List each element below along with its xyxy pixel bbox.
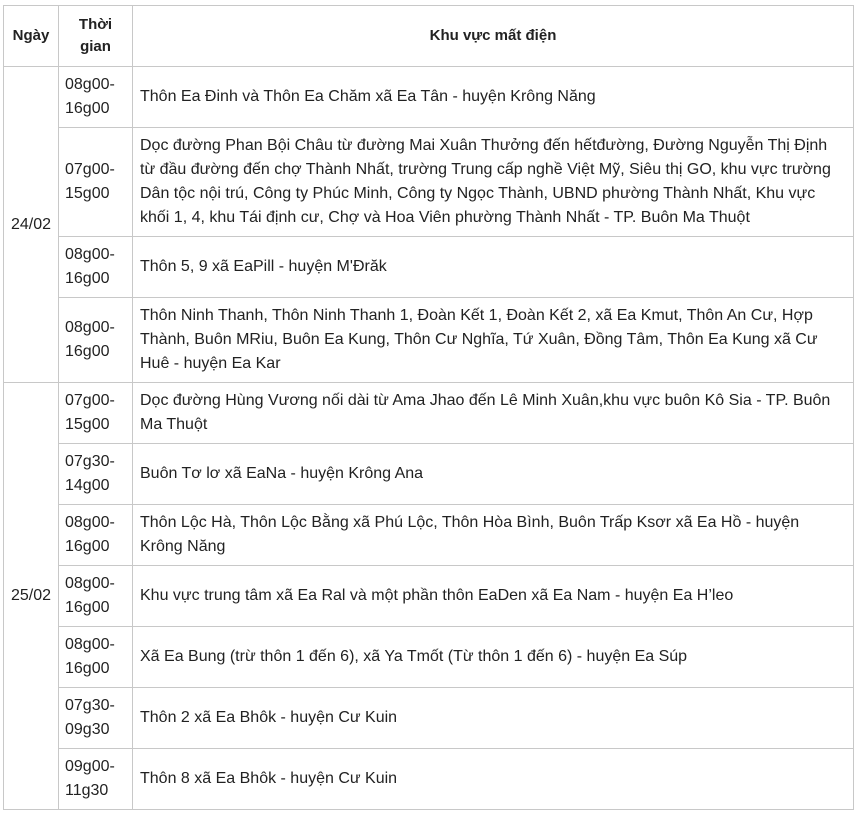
area-cell: Dọc đường Phan Bội Châu từ đường Mai Xuân Thưởng đến hếtđường, Đường Nguyễn Thị Định từ đầu đường đến chợ Thành Nhất, trường Trung cấp nghề Việt Mỹ, Siêu thị GO, khu vực trường Dân tộc nội trú, Công ty Phúc Minh, Công ty Ngọc Thành, UBND phường Thành Nhất, Khu vực khối 1, 4, khu Tái định cư, Chợ và Hoa Viên phường Thành Nhất - TP. Buôn Ma Thuột bbox=[133, 128, 854, 237]
table-row bbox=[4, 505, 854, 566]
time-end: 16g00 bbox=[65, 660, 110, 677]
area-cell: Khu vực trung tâm xã Ea Ral và một phần thôn EaDen xã Ea Nam - huyện Ea H’leo bbox=[133, 566, 854, 627]
time-start: 08g00- bbox=[65, 636, 115, 653]
day-cell: 24/02 bbox=[4, 67, 59, 383]
time-end: 16g00 bbox=[65, 538, 110, 555]
time-cell bbox=[59, 444, 133, 505]
time-start: 08g00- bbox=[65, 246, 115, 263]
power-outage-table bbox=[3, 5, 854, 810]
table-row bbox=[4, 566, 854, 627]
table-row bbox=[4, 237, 854, 298]
day-cell: 25/02 bbox=[4, 383, 59, 810]
time-start: 08g00- bbox=[65, 76, 115, 93]
time-start: 09g00- bbox=[65, 758, 115, 775]
time-end: 16g00 bbox=[65, 599, 110, 616]
time-cell bbox=[59, 627, 133, 688]
table-row bbox=[4, 627, 854, 688]
time-cell bbox=[59, 566, 133, 627]
table-row bbox=[4, 128, 854, 237]
area-cell: Buôn Tơ lơ xã EaNa - huyện Krông Ana bbox=[133, 444, 854, 505]
time-cell bbox=[59, 383, 133, 444]
time-end: 16g00 bbox=[65, 100, 110, 117]
time-start: 08g00- bbox=[65, 575, 115, 592]
time-end: 16g00 bbox=[65, 343, 110, 360]
header-day: Ngày bbox=[4, 6, 59, 67]
time-cell bbox=[59, 67, 133, 128]
time-start: 07g30- bbox=[65, 453, 115, 470]
time-cell bbox=[59, 237, 133, 298]
time-start: 07g00- bbox=[65, 392, 115, 409]
time-cell bbox=[59, 749, 133, 810]
time-cell bbox=[59, 298, 133, 383]
area-cell: Thôn 2 xã Ea Bhôk - huyện Cư Kuin bbox=[133, 688, 854, 749]
time-end: 11g30 bbox=[65, 782, 109, 799]
area-cell: Thôn 5, 9 xã EaPill - huyện M'Đrăk bbox=[133, 237, 854, 298]
time-start: 08g00- bbox=[65, 514, 115, 531]
time-cell bbox=[59, 688, 133, 749]
time-cell bbox=[59, 128, 133, 237]
time-cell bbox=[59, 505, 133, 566]
time-start: 08g00- bbox=[65, 319, 115, 336]
header-time-line2: gian bbox=[80, 38, 111, 55]
table-row bbox=[4, 688, 854, 749]
header-area: Khu vực mất điện bbox=[133, 6, 854, 67]
time-end: 15g00 bbox=[65, 185, 110, 202]
area-cell: Thôn Ea Đinh và Thôn Ea Chăm xã Ea Tân - huyện Krông Năng bbox=[133, 67, 854, 128]
area-cell: Thôn 8 xã Ea Bhôk - huyện Cư Kuin bbox=[133, 749, 854, 810]
time-end: 15g00 bbox=[65, 416, 110, 433]
table-row bbox=[4, 444, 854, 505]
header-time bbox=[59, 6, 133, 67]
table-row bbox=[4, 749, 854, 810]
area-cell: Xã Ea Bung (trừ thôn 1 đến 6), xã Ya Tmốt (Từ thôn 1 đến 6) - huyện Ea Súp bbox=[133, 627, 854, 688]
time-start: 07g00- bbox=[65, 161, 115, 178]
table-header-row bbox=[4, 6, 854, 67]
time-end: 09g30 bbox=[65, 721, 110, 738]
time-start: 07g30- bbox=[65, 697, 115, 714]
header-time-line1: Thời bbox=[78, 16, 113, 33]
time-end: 14g00 bbox=[65, 477, 110, 494]
table-row bbox=[4, 298, 854, 383]
area-cell: Thôn Lộc Hà, Thôn Lộc Bằng xã Phú Lộc, Thôn Hòa Bình, Buôn Trấp Ksơr xã Ea Hồ - huyện Krông Năng bbox=[133, 505, 854, 566]
area-cell: Thôn Ninh Thanh, Thôn Ninh Thanh 1, Đoàn Kết 1, Đoàn Kết 2, xã Ea Kmut, Thôn An Cư, Hợp Thành, Buôn MRiu, Buôn Ea Kung, Thôn Cư Nghĩa, Tứ Xuân, Đồng Tâm, Thôn Ea Kung xã Cư Huê - huyện Ea Kar bbox=[133, 298, 854, 383]
area-cell: Dọc đường Hùng Vương nối dài từ Ama Jhao đến Lê Minh Xuân,khu vực buôn Kô Sia - TP. Buôn Ma Thuột bbox=[133, 383, 854, 444]
table-row bbox=[4, 383, 854, 444]
table-row bbox=[4, 67, 854, 128]
time-end: 16g00 bbox=[65, 270, 110, 287]
